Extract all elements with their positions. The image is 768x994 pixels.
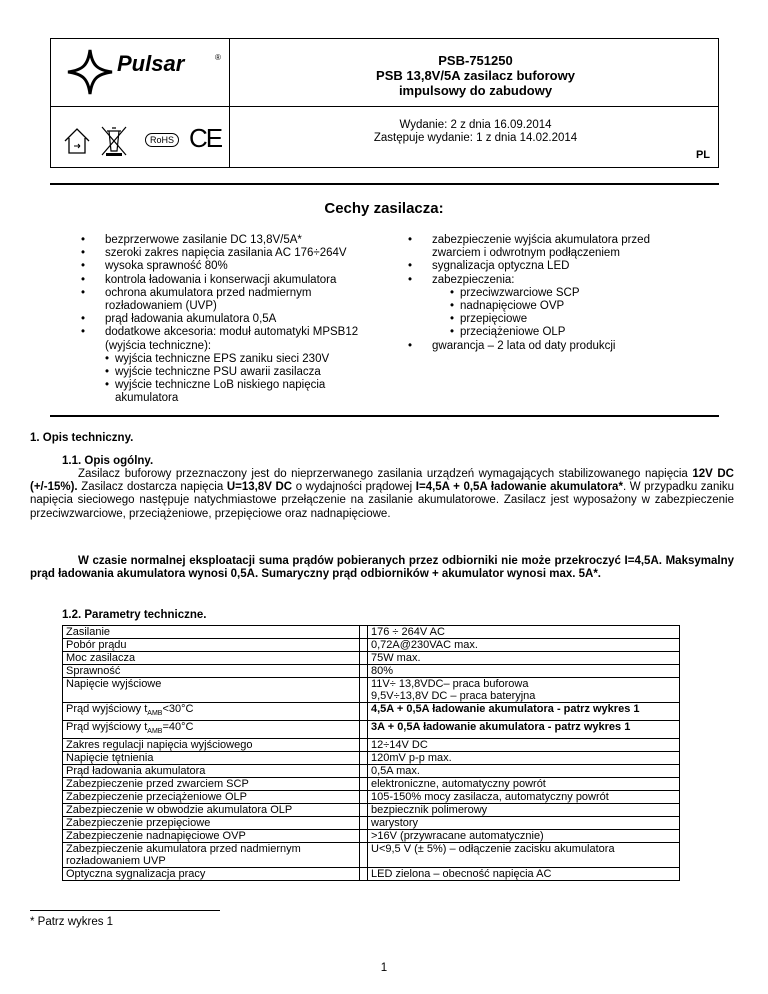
- feature-item: • ochrona akumulatora przed nadmiernym rozładowaniem (UVP): [81, 286, 312, 313]
- feature-item: • gwarancja – 2 lata od daty produkcji: [408, 339, 616, 352]
- footnote-rule: [30, 910, 220, 911]
- edition: Wydanie: 2 z dnia 16.09.2014: [399, 119, 552, 131]
- table-row: [63, 817, 680, 830]
- param-label: Zabezpieczenie akumulatora przed nadmiernym rozładowaniem UVP: [63, 843, 360, 868]
- param-label: Zasilanie: [63, 626, 360, 639]
- sub-feature-item: • przeciążeniowe OLP: [450, 326, 566, 339]
- param-label: Zakres regulacji napięcia wyjściowego: [63, 739, 360, 752]
- table-row: [63, 652, 680, 665]
- feature-item: • kontrola ładowania i konserwacji akumulatora: [81, 273, 337, 286]
- param-value: 0,72A@230VAC max.: [368, 639, 680, 652]
- feature-item: • sygnalizacja optyczna LED: [408, 260, 570, 273]
- subtitle-2: impulsowy do zabudowy: [398, 83, 553, 98]
- subsection-heading: 1.2. Parametry techniczne.: [62, 609, 207, 621]
- feature-item: • prąd ładowania akumulatora 0,5A: [81, 313, 277, 326]
- param-label: Prąd wyjściowy $t_{AMB}<30^\circ C$: [63, 703, 360, 721]
- table-row: [63, 678, 680, 703]
- param-label: Zabezpieczenie przepięciowe: [63, 817, 360, 830]
- sub-feature-item: • przeciwzwarciowe SCP: [450, 286, 580, 299]
- section-heading: 1. Opis techniczny.: [30, 432, 134, 444]
- param-value: elektroniczne, automatyczny powrót: [368, 778, 680, 791]
- subsection-heading: 1.1. Opis ogólny.: [62, 455, 154, 467]
- edition-box: [231, 119, 720, 145]
- table-row: [63, 703, 680, 721]
- param-value: 12÷14V DC: [368, 739, 680, 752]
- param-label: Zabezpieczenie przeciążeniowe OLP: [63, 791, 360, 804]
- features-left: [81, 234, 385, 406]
- table-row: [63, 721, 680, 739]
- table-row: [63, 626, 680, 639]
- subtitle-1: PSB 13,8V/5A zasilacz buforowy: [376, 68, 575, 83]
- table-row: [63, 639, 680, 652]
- logo-text: Pulsar: [117, 51, 185, 76]
- param-label: Napięcie wyjściowe: [63, 678, 360, 703]
- ce-mark: CE: [189, 123, 222, 153]
- param-value: U<9,5 V (± 5%) – odłączenie zacisku akumulatora: [368, 843, 680, 868]
- feature-item: • dodatkowe akcesoria: moduł automatyki MPSB12 (wyjścia techniczne): • wyjścia techniczne EPS zaniku sieci 230V • wyjście techniczne PSU awarii zasilacza • wyjście techniczne LoB niskiego napięcia akumulatora: [105, 326, 385, 405]
- param-value: 176 ÷ 264V AC: [368, 626, 680, 639]
- param-value: warystory: [368, 817, 680, 830]
- sub-feature-item: • przepięciowe: [450, 313, 528, 326]
- table-row: [63, 804, 680, 817]
- features-right: [408, 234, 692, 353]
- model-number: PSB-751250: [438, 53, 513, 68]
- table-row: [63, 665, 680, 678]
- divider: [50, 183, 719, 185]
- header-block: [50, 38, 719, 168]
- param-label: Sprawność: [63, 665, 360, 678]
- param-value: bezpiecznik polimerowy: [368, 804, 680, 817]
- sub-feature-item: • nadnapięciowe OVP: [450, 300, 565, 313]
- param-value: LED zielona – obecność napięcia AC: [368, 868, 680, 881]
- param-value: 105-150% mocy zasilacza, automatyczny powrót: [368, 791, 680, 804]
- param-label: Zabezpieczenie przed zwarciem SCP: [63, 778, 360, 791]
- feature-item: • zabezpieczenia: • przeciwzwarciowe SCP • nadnapięciowe OVP • przepięciowe • przeciążeniowe OLP: [432, 274, 692, 340]
- table-row: [63, 868, 680, 881]
- param-value: >16V (przywracane automatycznie): [368, 830, 680, 843]
- table-row: [63, 778, 680, 791]
- param-label: Moc zasilacza: [63, 652, 360, 665]
- table-row: [63, 830, 680, 843]
- footnote: * Patrz wykres 1: [30, 916, 114, 928]
- param-value: 3A + 0,5A ładowanie akumulatora - patrz wykres 1: [368, 721, 680, 739]
- table-row: [63, 791, 680, 804]
- feature-item: • zabezpieczenie wyjścia akumulatora przed zwarciem i odwrotnym podłączeniem: [408, 234, 650, 260]
- param-label: Prąd ładowania akumulatora: [63, 765, 360, 778]
- language-code: PL: [695, 149, 710, 161]
- param-value: 0,5A max.: [368, 765, 680, 778]
- rohs-badge: RoHS: [145, 133, 179, 147]
- feature-item: • wysoka sprawność 80%: [81, 260, 228, 273]
- param-value: 80%: [368, 665, 680, 678]
- sub-feature-item: • wyjście techniczne LoB niskiego napięcia akumulatora: [105, 379, 326, 405]
- param-label: Optyczna sygnalizacja pracy: [63, 868, 360, 881]
- features-title: Cechy zasilacza:: [324, 200, 444, 217]
- param-value: 11V÷ 13,8VDC– praca buforowa 9,5V÷13,8V DC – praca bateryjna: [368, 678, 680, 703]
- page-number: 1: [380, 962, 388, 974]
- table-row: [63, 843, 680, 868]
- title-box: [231, 53, 720, 98]
- current-note: W czasie normalnej eksploatacji suma prądów pobieranych przez odbiorniki nie może przekroczyć I=4,5A. Maksymalny prąd ładowania akumulatora wynosi 0,5A. Sumaryczny prąd odbiorników + akumulator wynosi max. 5A*.: [30, 555, 734, 581]
- param-value: 4,5A + 0,5A ładowanie akumulatora - patrz wykres 1: [368, 703, 680, 721]
- table-row: [63, 739, 680, 752]
- table-row: [63, 752, 680, 765]
- feature-item: • bezprzerwowe zasilanie DC 13,8V/5A*: [81, 234, 302, 246]
- param-label: Zabezpieczenie w obwodzie akumulatora OLP: [63, 804, 360, 817]
- parameters-table: [62, 625, 680, 881]
- param-label: Pobór prądu: [63, 639, 360, 652]
- feature-item: • szeroki zakres napięcia zasilania AC 176÷264V: [81, 247, 347, 260]
- pulsar-logo: Pulsar ®: [65, 47, 225, 97]
- param-label: Zabezpieczenie nadnapięciowe OVP: [63, 830, 360, 843]
- replaces: Zastępuje wydanie: 1 z dnia 14.02.2014: [373, 132, 578, 144]
- table-row: [63, 765, 680, 778]
- certification-icons: [57, 119, 227, 159]
- param-label: Prąd wyjściowy $t_{AMB}=40^\circ C$: [63, 721, 360, 739]
- param-label: Napięcie tętnienia: [63, 752, 360, 765]
- sub-feature-item: • wyjścia techniczne EPS zaniku sieci 230V: [105, 352, 330, 365]
- param-value: 120mV p-p max.: [368, 752, 680, 765]
- param-value: 75W max.: [368, 652, 680, 665]
- sub-feature-item: • wyjście techniczne PSU awarii zasilacza: [105, 366, 321, 379]
- general-description: Zasilacz buforowy przeznaczony jest do nieprzerwanego zasilania urządzeń wymagających stabilizowanego napięcia 12V DC (+/-15%). Zasilacz dostarcza napięcia U=13,8V DC o wydajności prądowej I=4,5A + 0,5A ładowanie akumulatora*. W przypadku zaniku napięcia sieciowego następuje natychmiastowe przełączenie na zasilanie akumulatorowe. Zasilacz jest wyposażony w zabezpieczenie przeciwzwarciowe, przeciążeniowe, przepięciowe oraz nadnapięciowe.: [30, 468, 735, 520]
- divider: [50, 415, 719, 417]
